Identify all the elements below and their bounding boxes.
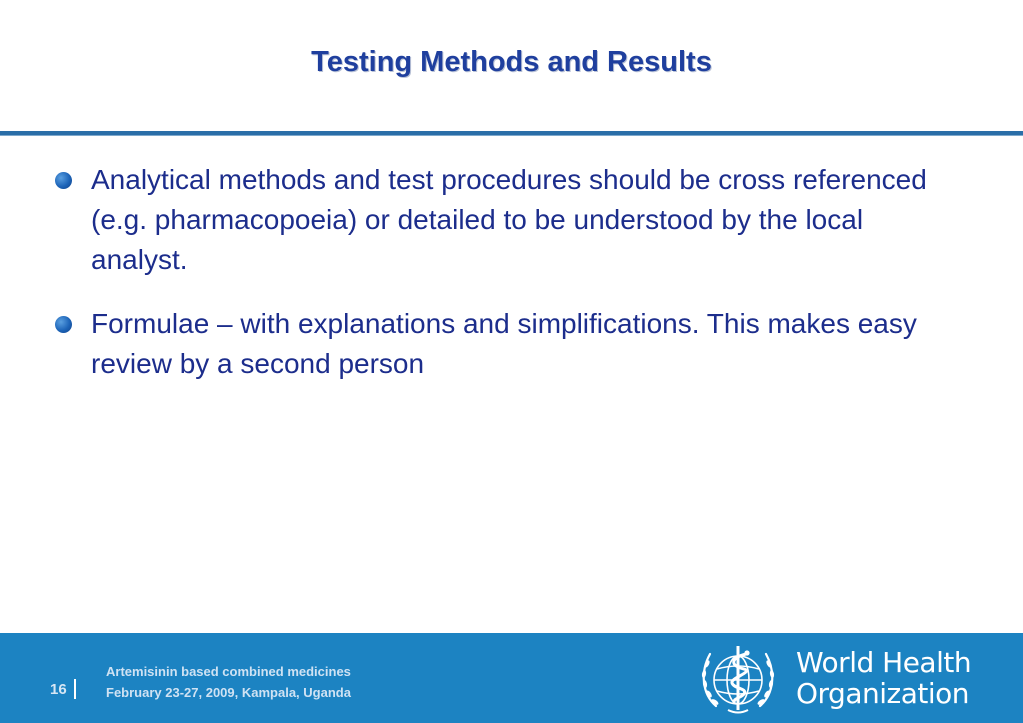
footer-caption [106,661,351,703]
page-number-separator [74,679,76,699]
footer-event-title: Artemisinin based combined medicines [106,664,351,679]
bullet-icon [55,316,72,333]
bullet-icon [55,172,72,189]
bullet-text: Analytical methods and test procedures should be cross referenced (e.g. pharmacopoeia) or detailed to be understood by the local analyst. [91,164,927,275]
bullet-item [55,160,965,280]
who-emblem-icon [694,636,782,718]
who-name-line2: Organization [796,677,970,710]
title-divider [0,131,1023,136]
footer-bar [0,633,1023,723]
who-name-line1: World Health [796,646,972,679]
bullet-list [55,160,965,408]
footer-event-date: February 23-27, 2009, Kampala, Uganda [106,685,351,700]
page-number: 16 [50,681,67,698]
who-wordmark [796,647,971,709]
bullet-item [55,304,965,384]
slide-title: Testing Methods and Results [311,46,712,78]
bullet-text: Formulae – with explanations and simplifications. This makes easy review by a second person [91,308,917,379]
